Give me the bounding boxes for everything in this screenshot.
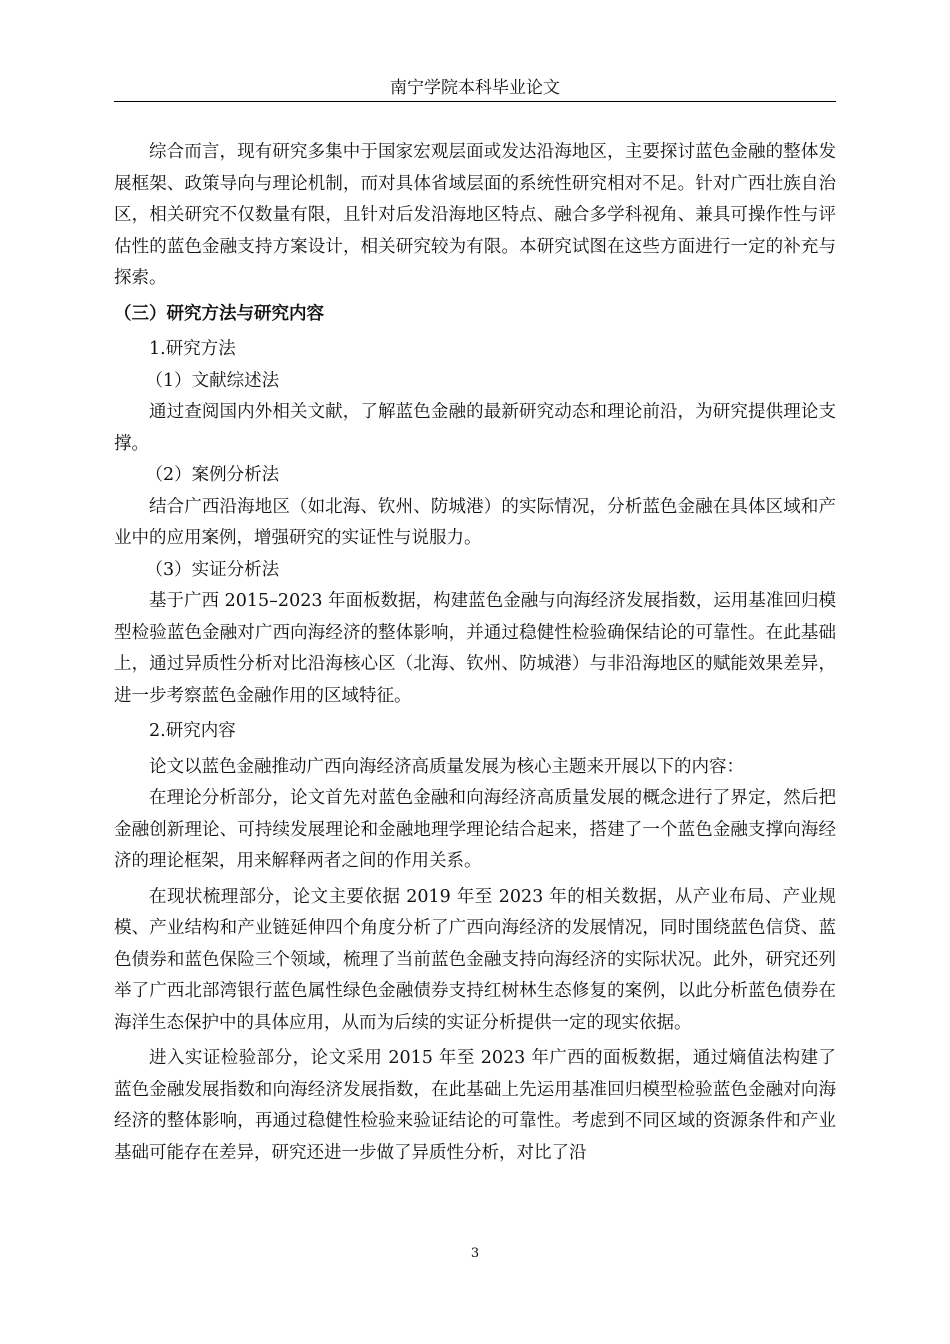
paragraph-literature: 通过查阅国内外相关文献，了解蓝色金融的最新研究动态和理论前沿，为研究提供理论支撑。 <box>114 402 836 454</box>
running-header: 南宁学院本科毕业论文 <box>390 78 560 98</box>
method-heading-literature: （1）文献综述法 <box>145 370 280 391</box>
section-heading: （三）研究方法与研究内容 <box>114 303 324 324</box>
paragraph-status: 在现状梳理部分，论文主要依据 2019 年至 2023 年的相关数据，从产业布局、产业规模、产业结构和产业链延伸四个角度分析了广西向海经济的发展情况，同时围绕蓝色信贷、蓝色债券和蓝色保险三个领域，梳理了当前蓝色金融支持向海经济的实际状况。此外，研究还列举了广西北部湾银行蓝色属性绿色金融债券支持红树林生态修复的案例，以此分析蓝色债券在海洋生态保护中的具体应用，从而为后续的实证分析提供一定的现实依据。 <box>114 886 836 1033</box>
paragraph-case: 结合广西沿海地区（如北海、钦州、防城港）的实际情况，分析蓝色金融在具体区域和产业中的应用案例，增强研究的实证性与说服力。 <box>114 496 836 548</box>
page-number: 3 <box>470 1246 480 1261</box>
paragraph-content-intro: 论文以蓝色金融推动广西向海经济高质量发展为核心主题来开展以下的内容： <box>149 756 744 777</box>
paragraph-summary: 综合而言，现有研究多集中于国家宏观层面或发达沿海地区，主要探讨蓝色金融的整体发展框架、政策导向与理论机制，而对具体省域层面的系统性研究相对不足。针对广西壮族自治区，相关研究不仅数量有限，且针对后发沿海地区特点、融合多学科视角、兼具可操作性与评估性的蓝色金融支持方案设计，相关研究较为有限。本研究试图在这些方面进行一定的补充与探索。 <box>114 142 836 288</box>
method-heading-empirical: （3）实证分析法 <box>145 559 280 580</box>
subheading-methods: 1.研究方法 <box>149 339 236 359</box>
body-text <box>114 137 836 1169</box>
subheading-content: 2.研究内容 <box>149 721 236 741</box>
paragraph-empirical-content: 进入实证检验部分，论文采用 2015 年至 2023 年广西的面板数据，通过熵值法构建了蓝色金融发展指数和向海经济发展指数，在此基础上先运用基准回归模型检验蓝色金融对向海经济的整体影响，再通过稳健性检验来验证结论的可靠性。考虑到不同区域的资源条件和产业基础可能存在差异，研究还进一步做了异质性分析，对比了沿 <box>114 1048 836 1163</box>
paragraph-theory: 在理论分析部分，论文首先对蓝色金融和向海经济高质量发展的概念进行了界定，然后把金融创新理论、可持续发展理论和金融地理学理论结合起来，搭建了一个蓝色金融支撑向海经济的理论框架，用来解释两者之间的作用关系。 <box>114 788 836 871</box>
paragraph-empirical-method: 基于广西 2015–2023 年面板数据，构建蓝色金融与向海经济发展指数，运用基准回归模型检验蓝色金融对广西向海经济的整体影响，并通过稳健性检验确保结论的可靠性。在此基础上，通过异质性分析对比沿海核心区（北海、钦州、防城港）与非沿海地区的赋能效果差异，进一步考察蓝色金融作用的区域特征。 <box>114 591 836 706</box>
header-rule <box>114 101 836 102</box>
method-heading-case: （2）案例分析法 <box>145 465 280 485</box>
